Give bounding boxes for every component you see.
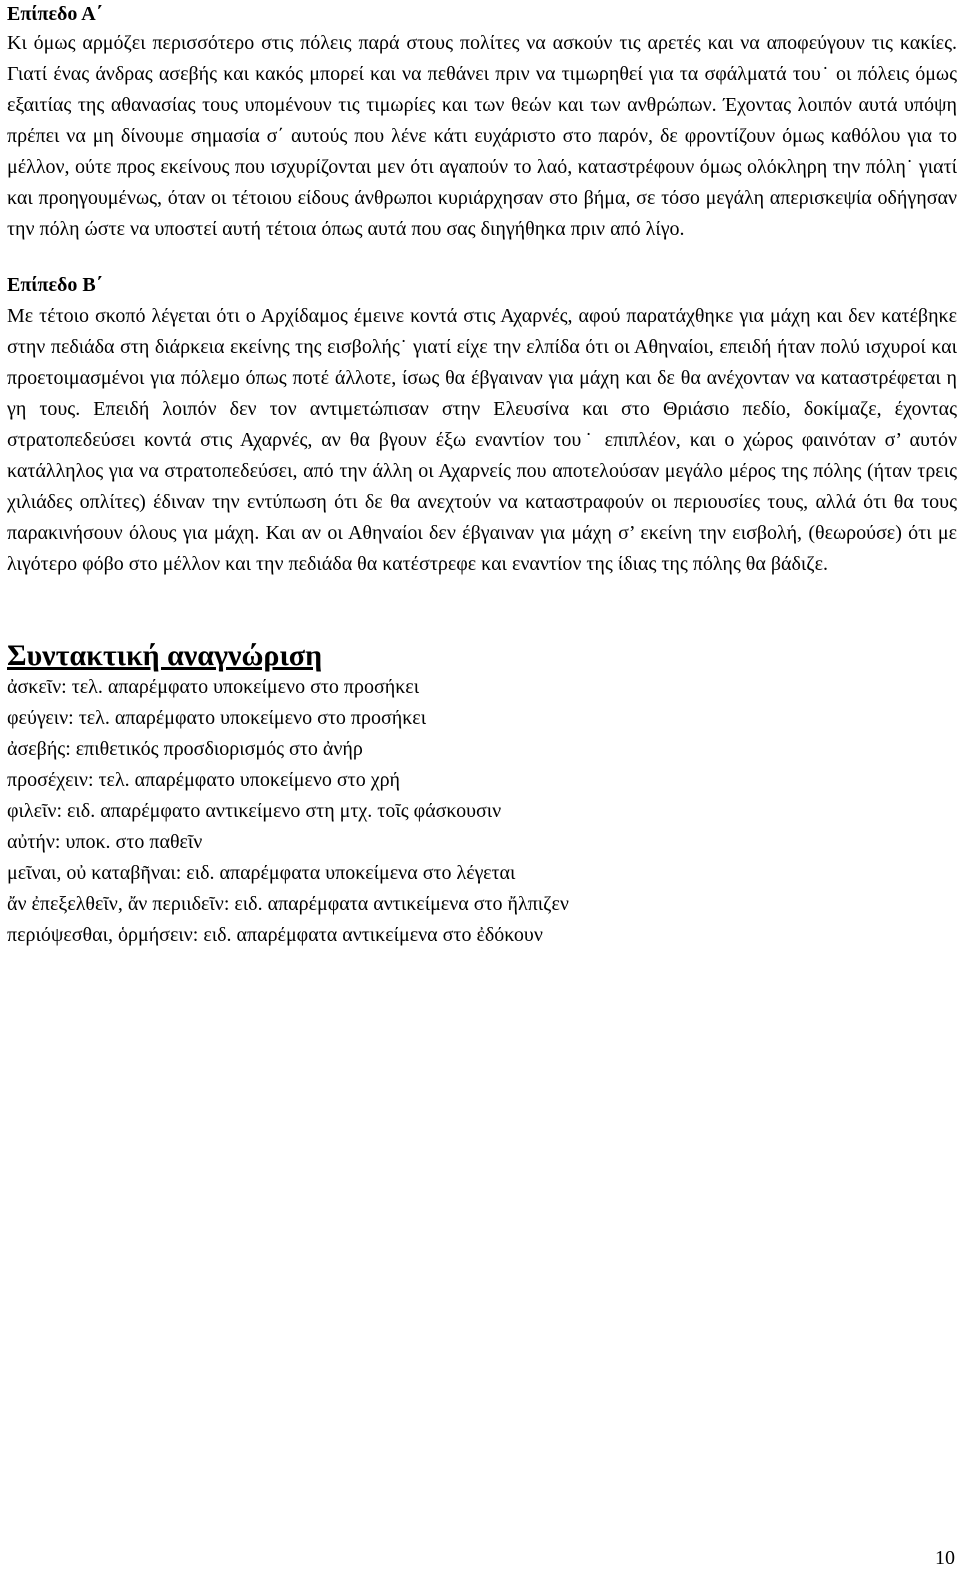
page-number: 10 xyxy=(935,1547,955,1569)
syntax-heading: Συντακτική αναγνώριση xyxy=(7,639,323,672)
syntax-item: αὐτήν: υποκ. στο παθεῖν xyxy=(7,831,203,853)
section-level-b xyxy=(7,269,957,580)
syntax-item: ἀσεβής: επιθετικός προσδιορισμός στο ἀνήρ xyxy=(7,738,363,760)
syntax-list xyxy=(7,672,957,951)
section-a-heading: Επίπεδο Α΄ xyxy=(7,3,103,25)
syntax-item: περιόψεσθαι, ὁρμήσειν: ειδ. απαρέμφατα αντικείμενα στο ἐδόκουν xyxy=(7,924,543,946)
syntax-item: φεύγειν: τελ. απαρέμφατο υποκείμενο στο προσήκει xyxy=(7,707,427,729)
syntax-item: προσέχειν: τελ. απαρέμφατο υποκείμενο στο χρή xyxy=(7,769,401,791)
syntax-item: φιλεῖν: ειδ. απαρέμφατο αντικείμενο στη μτχ. τοῖς φάσκουσιν xyxy=(7,800,502,822)
syntax-item: ἀσκεῖν: τελ. απαρέμφατο υποκείμενο στο προσήκει xyxy=(7,676,420,698)
syntax-item: ἄν ἐπεξελθεῖν, ἄν περιιδεῖν: ειδ. απαρέμφατα αντικείμενα στο ἤλπιζεν xyxy=(7,893,569,915)
syntax-item: μεῖναι, οὐ καταβῆναι: ειδ. απαρέμφατα υποκείμενα στο λέγεται xyxy=(7,862,516,884)
section-level-a xyxy=(7,0,957,245)
document-page xyxy=(7,0,957,951)
section-a-text: Κι όμως αρμόζει περισσότερο στις πόλεις παρά στους πολίτες να ασκούν τις αρετές και να αποφεύγουν τις κακίες. Γιατί ένας άνδρας ασεβής και κακός μπορεί και να πεθάνει πριν να τιμωρηθεί για τα σφάλματά του˙ οι πόλεις όμως εξαιτίας της αθανασίας τους υπομένουν τις τιμωρίες και των θεών και των ανθρώπων. Έχοντας λοιπόν αυτά υπόψη πρέπει να μη δίνουμε σημασία σ΄ αυτούς που λένε κάτι ευχάριστο στο παρόν, δε φροντίζουν όμως καθόλου για το μέλλον, ούτε προς εκείνους που ισχυρίζονται μεν ότι αγαπούν το λαό, καταστρέφουν όμως ολόκληρη την πόλη˙ γιατί και προηγουμένως, όταν οι τέτοιου είδους άνθρωποι κυριάρχησαν στο βήμα, σε τόσο μεγάλη απερισκεψία οδήγησαν την πόλη ώστε να υποστεί αυτή τέτοια όπως αυτά που σας διηγήθηκα πριν από λίγο. xyxy=(7,32,957,240)
section-b-heading: Επίπεδο Β΄ xyxy=(7,274,103,296)
section-syntax xyxy=(7,640,957,951)
section-b-text: Με τέτοιο σκοπό λέγεται ότι ο Αρχίδαμος έμεινε κοντά στις Αχαρνές, αφού παρατάχθηκε για μάχη και δεν κατέβηκε στην πεδιάδα στη διάρκεια εκείνης της εισβολής˙ γιατί είχε την ελπίδα ότι οι Αθηναίοι, επειδή ήταν πολύ ισχυροί και προετοιμασμένοι για πόλεμο όπως ποτέ άλλοτε, ίσως θα έβγαιναν για μάχη και δε θα ανέχονταν να καταστρέφεται η γη τους. Επειδή λοιπόν δεν τον αντιμετώπισαν στην Ελευσίνα και στο Θριάσιο πεδίο, δοκίμαζε, έχοντας στρατοπεδεύσει κοντά στις Αχαρνές, αν θα βγουν έξω εναντίον του˙ επιπλέον, και ο χώρος φαινόταν σ’ αυτόν κατάλληλος για να στρατοπεδεύσει, από την άλλη οι Αχαρνείς που αποτελούσαν μεγάλο μέρος της πόλης (ήταν τρεις χιλιάδες οπλίτες) έδιναν την εντύπωση ότι δε θα ανεχτούν να καταστραφούν οι περιουσίες τους, αλλά ότι θα τους παρακινήσουν όλους για μάχη. Και αν οι Αθηναίοι δεν έβγαιναν για μάχη σ’ εκείνη την εισβολή, (θεωρούσε) ότι με λιγότερο φόβο στο μέλλον και την πεδιάδα θα κατέστρεφε και εναντίον της ίδιας της πόλης θα βάδιζε. xyxy=(7,305,957,575)
